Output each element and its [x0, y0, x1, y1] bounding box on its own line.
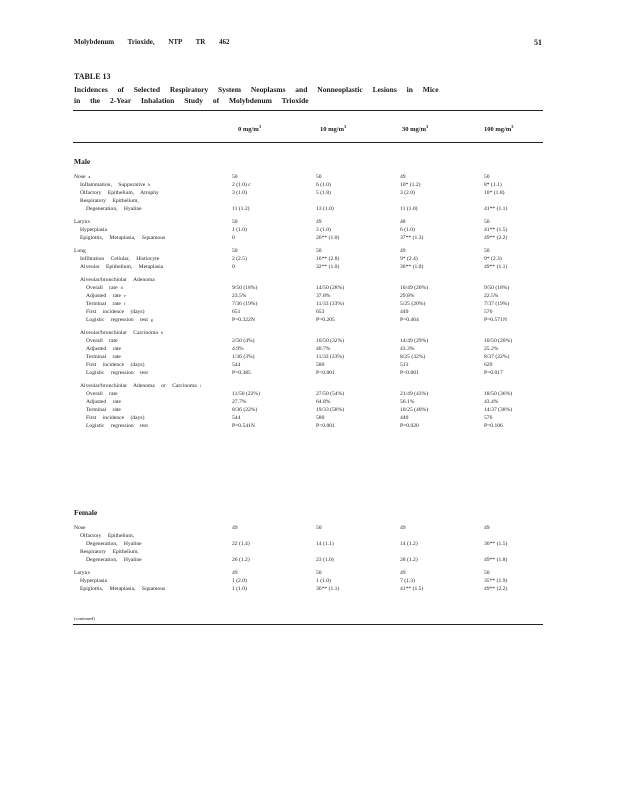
- table-row: [0, 524, 618, 532]
- row-label: Terminal rate: [86, 407, 121, 413]
- table-cell: 37.8%: [316, 293, 331, 299]
- table-cell: 14 (1.1): [316, 541, 334, 547]
- table-cell: 27/50 (54%): [316, 391, 345, 397]
- running-title: Molybdenum Trioxide, NTP TR 462: [74, 38, 230, 46]
- table-cell: 41** (1.1): [484, 206, 508, 212]
- row-label: Hyperplasia: [80, 227, 108, 233]
- row-label: First incidence (days): [86, 362, 145, 368]
- table-cell: 2 (1.0) c: [232, 182, 251, 188]
- table-cell: 576: [484, 415, 493, 421]
- table-row: [0, 345, 618, 353]
- table-row: [0, 300, 618, 308]
- row-label: Infiltration Cellular, Histiocyte: [80, 256, 160, 262]
- table-cell: 513: [400, 362, 409, 368]
- row-label: Degeneration, Hyaline: [86, 206, 142, 212]
- row-label: Degeneration, Hyaline: [86, 557, 142, 563]
- table-cell: 11/33 (33%): [316, 301, 344, 307]
- table-cell: 14/50 (28%): [316, 285, 345, 291]
- row-label: Logistic regression test: [86, 370, 148, 376]
- table-cell: 16** (2.8): [316, 256, 340, 262]
- table-cell: 50: [484, 570, 490, 576]
- table-row: [0, 247, 618, 255]
- top-rule: [73, 110, 543, 111]
- table-cell: P=0.017: [484, 370, 503, 376]
- table-cell: P<0.001: [316, 423, 335, 429]
- table-cell: 50: [316, 570, 322, 576]
- table-cell: 14 (1.2): [400, 541, 418, 547]
- row-label: Overall rate $^d$: [86, 285, 123, 291]
- table-cell: 14/37 (38%): [484, 407, 513, 413]
- female-section-label: Female: [74, 508, 98, 517]
- table-cell: 50: [316, 174, 322, 180]
- table-cell: 9/50 (18%): [232, 285, 258, 291]
- table-cell: 29.8%: [400, 293, 415, 299]
- table-cell: 23.5%: [232, 293, 247, 299]
- table-cell: 40.7%: [316, 346, 331, 352]
- table-cell: 0: [232, 235, 235, 241]
- row-label: Epiglottis, Metaplasia, Squamous: [80, 235, 166, 241]
- table-cell: 8* (1.1): [484, 182, 502, 188]
- table-cell: P=0.464: [400, 317, 419, 323]
- row-label: Overall rate: [86, 338, 118, 344]
- table-cell: 35** (1.9): [484, 578, 508, 584]
- table-cell: 1 (1.0): [232, 227, 247, 233]
- table-cell: 651: [232, 309, 241, 315]
- row-label: Inflammation, Suppurative $^b$: [80, 182, 151, 188]
- table-cell: 7 (1.3): [400, 578, 415, 584]
- table-cell: 8/36 (22%): [232, 407, 258, 413]
- row-label: Alveolar/bronchiolar Adenoma: [80, 277, 155, 283]
- row-label: Terminal rate: [86, 354, 121, 360]
- table-row: [0, 556, 618, 564]
- table-cell: 629: [484, 362, 493, 368]
- table-row: [0, 284, 618, 292]
- table-row: [0, 276, 618, 284]
- table-cell: 8/25 (32%): [400, 354, 426, 360]
- table-cell: 22.5%: [484, 293, 499, 299]
- table-row: [0, 234, 618, 242]
- table-cell: 11 (1.0): [400, 206, 418, 212]
- table-cell: 50: [316, 248, 322, 254]
- column-header-30: 30 $mg/m^3$: [402, 124, 429, 134]
- table-row: [0, 382, 618, 390]
- row-label: Olfactory Epithelium, Atrophy: [80, 190, 159, 196]
- table-cell: 32** (1.0): [316, 264, 340, 270]
- table-row: [0, 181, 618, 189]
- table-cell: 49: [316, 219, 322, 225]
- table-cell: 5/25 (20%): [400, 301, 426, 307]
- table-row: [0, 337, 618, 345]
- table-cell: P=0.571N: [484, 317, 507, 323]
- table-cell: 3 (1.0): [232, 190, 247, 196]
- table-cell: 50: [232, 174, 238, 180]
- table-row: [0, 173, 618, 181]
- table-cell: 9/50 (18%): [484, 285, 510, 291]
- table-cell: P=0.205: [316, 317, 335, 323]
- table-cell: 7/36 (19%): [232, 301, 258, 307]
- table-cell: 3 (1.0): [316, 227, 331, 233]
- male-section-label: Male: [74, 157, 91, 166]
- table-cell: 41** (1.5): [484, 227, 508, 233]
- page-number: 51: [534, 38, 542, 47]
- row-label: Alveolar Epithelium, Metaplasia: [80, 264, 164, 270]
- table-cell: 544: [232, 415, 241, 421]
- column-header-0: 0 $mg/m^3$: [238, 124, 262, 134]
- table-row: [0, 189, 618, 197]
- table-cell: 10* (1.2): [400, 182, 421, 188]
- table-row: [0, 205, 618, 213]
- table-cell: 25.2%: [484, 346, 499, 352]
- table-cell: 50: [316, 525, 322, 531]
- row-label: Respiratory Epithelium,: [80, 549, 139, 555]
- row-label: Adjusted rate: [86, 346, 121, 352]
- table-cell: 22 (1.4): [232, 541, 250, 547]
- table-row: [0, 316, 618, 324]
- table-cell: P=0.322N: [232, 317, 255, 323]
- table-cell: 11/50 (22%): [232, 391, 260, 397]
- table-cell: 11 (1.2): [232, 206, 250, 212]
- table-cell: 1 (1.0): [316, 578, 331, 584]
- row-label: Nose: [74, 525, 86, 531]
- row-label: Nose $^a$: [74, 174, 91, 180]
- table-cell: 49: [484, 525, 490, 531]
- table-row: [0, 329, 618, 337]
- column-header-100: 100 $mg/m^3$: [484, 124, 514, 134]
- row-label: Lung: [74, 248, 86, 254]
- table-cell: 10/50 (20%): [484, 338, 513, 344]
- row-label: Respiratory Epithelium,: [80, 198, 139, 204]
- table-cell: 50: [484, 219, 490, 225]
- table-cell: 7/37 (19%): [484, 301, 510, 307]
- table-cell: 653: [316, 309, 325, 315]
- table-cell: 2/50 (4%): [232, 338, 255, 344]
- table-cell: 440: [400, 415, 409, 421]
- table-cell: 0: [232, 264, 235, 270]
- table-cell: 19/33 (58%): [316, 407, 345, 413]
- table-caption-line2: in the 2-Year Inhalation Study of Molybdenum Trioxide: [74, 96, 309, 105]
- table-row: [0, 226, 618, 234]
- table-cell: 49: [232, 525, 238, 531]
- row-label: Adjusted rate $^e$: [86, 293, 126, 299]
- table-cell: 36** (1.0): [400, 264, 424, 270]
- table-cell: 50: [484, 248, 490, 254]
- continued-note: (continued): [74, 616, 95, 621]
- table-cell: 16/50 (32%): [316, 338, 345, 344]
- table-cell: 50: [232, 219, 238, 225]
- table-cell: P<0.001: [316, 370, 335, 376]
- table-cell: 9* (2.3): [484, 256, 502, 262]
- table-cell: 21/49 (43%): [400, 391, 429, 397]
- table-cell: 10* (1.8): [484, 190, 505, 196]
- table-cell: 440: [400, 309, 409, 315]
- table-row: [0, 197, 618, 205]
- row-label: Larynx: [74, 570, 91, 576]
- table-row: [0, 292, 618, 300]
- table-cell: 10/25 (40%): [400, 407, 429, 413]
- table-cell: 3 (2.0): [400, 190, 415, 196]
- table-cell: 8/37 (22%): [484, 354, 510, 360]
- table-cell: 49: [232, 570, 238, 576]
- table-cell: 1 (2.0): [232, 578, 247, 584]
- table-cell: 41** (1.5): [400, 586, 424, 592]
- table-cell: 43.4%: [484, 399, 499, 405]
- table-row: [0, 361, 618, 369]
- table-cell: 26 (1.2): [232, 557, 250, 563]
- table-cell: 49** (2.2): [484, 235, 508, 241]
- table-row: [0, 414, 618, 422]
- table-cell: 576: [484, 309, 493, 315]
- row-label: Logistic regression test: [86, 423, 148, 429]
- table-row: [0, 390, 618, 398]
- table-cell: 36** (1.1): [316, 586, 340, 592]
- row-label: Olfactory Epithelium,: [80, 533, 135, 539]
- table-cell: 2 (2.5): [232, 256, 247, 262]
- table-cell: P<0.001: [400, 370, 419, 376]
- table-cell: 9* (2.4): [400, 256, 418, 262]
- table-cell: 544: [232, 362, 241, 368]
- table-cell: 13 (1.0): [316, 206, 334, 212]
- row-label: Hyperplasia: [80, 578, 108, 584]
- row-label: Alveolar/bronchiolar Adenoma or Carcinoma $^i$: [80, 383, 201, 389]
- table-row: [0, 548, 618, 556]
- table-cell: 49** (1.8): [484, 557, 508, 563]
- table-cell: 11/33 (33%): [316, 354, 344, 360]
- table-row: [0, 406, 618, 414]
- table-caption-line1: Incidences of Selected Respiratory System Neoplasms and Nonneoplastic Lesions in Mice: [74, 85, 439, 94]
- table-cell: P=0.541N: [232, 423, 255, 429]
- table-cell: 1 (1.0): [232, 586, 247, 592]
- table-cell: 27.7%: [232, 399, 247, 405]
- table-cell: 49: [400, 525, 406, 531]
- header-rule: [73, 142, 543, 143]
- row-label: Logistic regression test $^g$: [86, 317, 153, 323]
- table-cell: P=0.385: [232, 370, 251, 376]
- table-row: [0, 369, 618, 377]
- table-cell: 580: [316, 362, 325, 368]
- table-cell: 10/49 (20%): [400, 285, 429, 291]
- bottom-rule: [73, 624, 543, 625]
- table-cell: 6 (1.0): [316, 182, 331, 188]
- table-row: [0, 532, 618, 540]
- table-cell: 26** (1.0): [316, 235, 340, 241]
- column-header-10: 10 $mg/m^3$: [320, 124, 347, 134]
- table-row: [0, 218, 618, 226]
- table-cell: 14/49 (29%): [400, 338, 429, 344]
- table-row: [0, 353, 618, 361]
- row-label: Overall rate: [86, 391, 118, 397]
- row-label: Epiglottis, Metaplasia, Squamous: [80, 586, 166, 592]
- row-label: Alveolar/bronchiolar Carcinoma $^h$: [80, 330, 163, 336]
- table-cell: 36** (1.5): [484, 541, 508, 547]
- table-cell: 18/50 (36%): [484, 391, 513, 397]
- table-row: [0, 569, 618, 577]
- table-row: [0, 308, 618, 316]
- table-cell: 580: [316, 415, 325, 421]
- table-cell: 56.1%: [400, 399, 415, 405]
- table-row: [0, 263, 618, 271]
- table-cell: 49** (1.1): [484, 264, 508, 270]
- row-label: First incidence (days): [86, 415, 145, 421]
- table-cell: 43.3%: [400, 346, 415, 352]
- table-cell: 49: [400, 248, 406, 254]
- table-cell: 37** (1.3): [400, 235, 424, 241]
- row-label: Adjusted rate: [86, 399, 121, 405]
- table-cell: 23 (1.0): [316, 557, 334, 563]
- table-cell: 49** (2.2): [484, 586, 508, 592]
- table-cell: P=0.020: [400, 423, 419, 429]
- table-cell: 50: [232, 248, 238, 254]
- table-row: [0, 585, 618, 593]
- table-row: [0, 398, 618, 406]
- table-cell: 50: [484, 174, 490, 180]
- table-row: [0, 540, 618, 548]
- row-label: Degeneration, Hyaline: [86, 541, 142, 547]
- row-label: First incidence (days): [86, 309, 145, 315]
- table-cell: 1/36 (3%): [232, 354, 255, 360]
- table-row: [0, 255, 618, 263]
- table-row: [0, 422, 618, 430]
- row-label: Larynx: [74, 219, 91, 225]
- table-label: TABLE 13: [74, 72, 111, 81]
- table-cell: 49: [400, 174, 406, 180]
- row-label: Terminal rate $^f$: [86, 301, 126, 307]
- table-cell: 49: [400, 570, 406, 576]
- table-cell: 6 (1.0): [400, 227, 415, 233]
- table-cell: 4.9%: [232, 346, 244, 352]
- table-cell: 48: [400, 219, 406, 225]
- table-row: [0, 577, 618, 585]
- table-cell: 64.8%: [316, 399, 331, 405]
- table-cell: P=0.106: [484, 423, 503, 429]
- table-cell: 5 (1.8): [316, 190, 331, 196]
- table-cell: 28 (1.2): [400, 557, 418, 563]
